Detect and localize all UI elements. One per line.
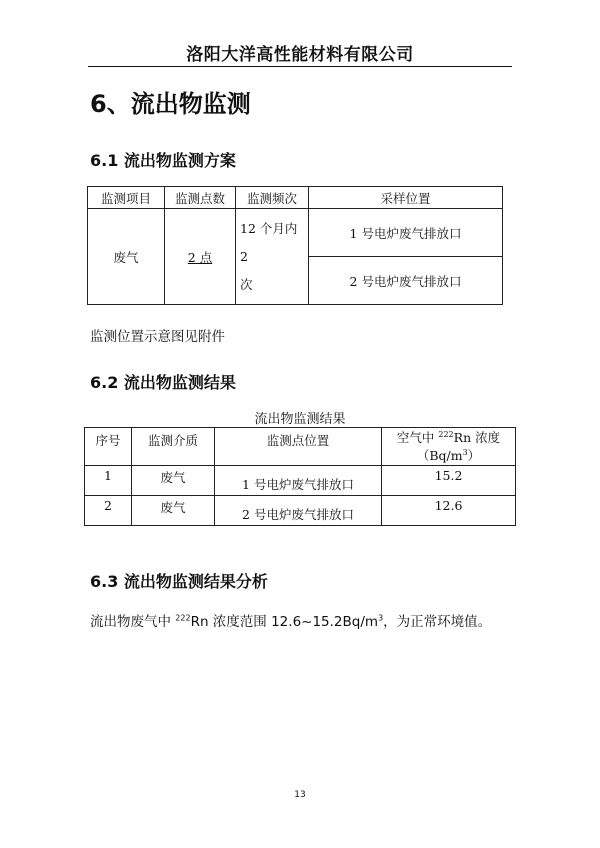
cell-location-1: 1 号电炉废气排放口 [309,209,503,257]
conc-pre: 空气中 [396,429,439,445]
analysis-mid: Rn 浓度范围 12.6~15.2Bq/m [190,614,379,630]
points-value: 2 点 [187,249,213,265]
header-cell-points: 监测点数 [165,187,236,209]
location-note: 监测位置示意图见附件 [90,329,225,345]
monitoring-plan-table [87,186,503,305]
frequency-line1: 12 个月内 2 [240,220,298,264]
analysis-post: ，为正常环境值。 [383,614,492,630]
row1-location: 1 号电炉废气排放口 [215,466,382,496]
cell-frequency [236,209,309,305]
header-divider [88,66,512,67]
row1-no: 1 [85,466,132,496]
header-cell-location: 监测点位置 [215,428,382,466]
header-cell-location: 采样位置 [309,187,503,209]
header-cell-concentration [382,428,516,466]
analysis-text [90,610,491,630]
row1-medium: 废气 [132,466,215,496]
row2-medium: 废气 [132,496,215,526]
cell-location-2: 2 号电炉废气排放口 [309,257,503,305]
subsection-title-6-2: 6.2 流出物监测结果 [90,373,236,392]
header-cell-medium: 监测介质 [132,428,215,466]
section-title: 6、流出物监测 [90,90,251,118]
analysis-pre: 流出物废气中 [90,614,176,630]
page-number: 13 [294,790,306,800]
table-row [85,496,516,526]
subsection-title-6-1: 6.1 流出物监测方案 [90,151,236,170]
row2-value: 12.6 [382,496,516,526]
row2-location: 2 号电炉废气排放口 [215,496,382,526]
table-caption: 流出物监测结果 [254,412,346,427]
subsection-title-6-3: 6.3 流出物监测结果分析 [90,572,268,591]
analysis-sup2: 3 [378,613,384,623]
row1-value: 15.2 [382,466,516,496]
conc-sup: 222 [438,429,454,439]
analysis-sup1: 222 [175,613,191,623]
monitoring-results-table [84,427,516,526]
unit-pre: （Bq/m [416,447,463,463]
unit-post: ） [467,447,481,463]
conc-post: Rn 浓度 [453,429,501,445]
unit-sup: 3 [462,447,468,457]
header-cell-item: 监测项目 [88,187,165,209]
cell-item: 废气 [88,209,165,305]
company-header: 洛阳大洋高性能材料有限公司 [186,45,414,65]
header-cell-no: 序号 [85,428,132,466]
frequency-line2: 次 [240,276,253,292]
row2-no: 2 [85,496,132,526]
header-cell-frequency: 监测频次 [236,187,309,209]
table-row [85,466,516,496]
cell-points [165,209,236,305]
